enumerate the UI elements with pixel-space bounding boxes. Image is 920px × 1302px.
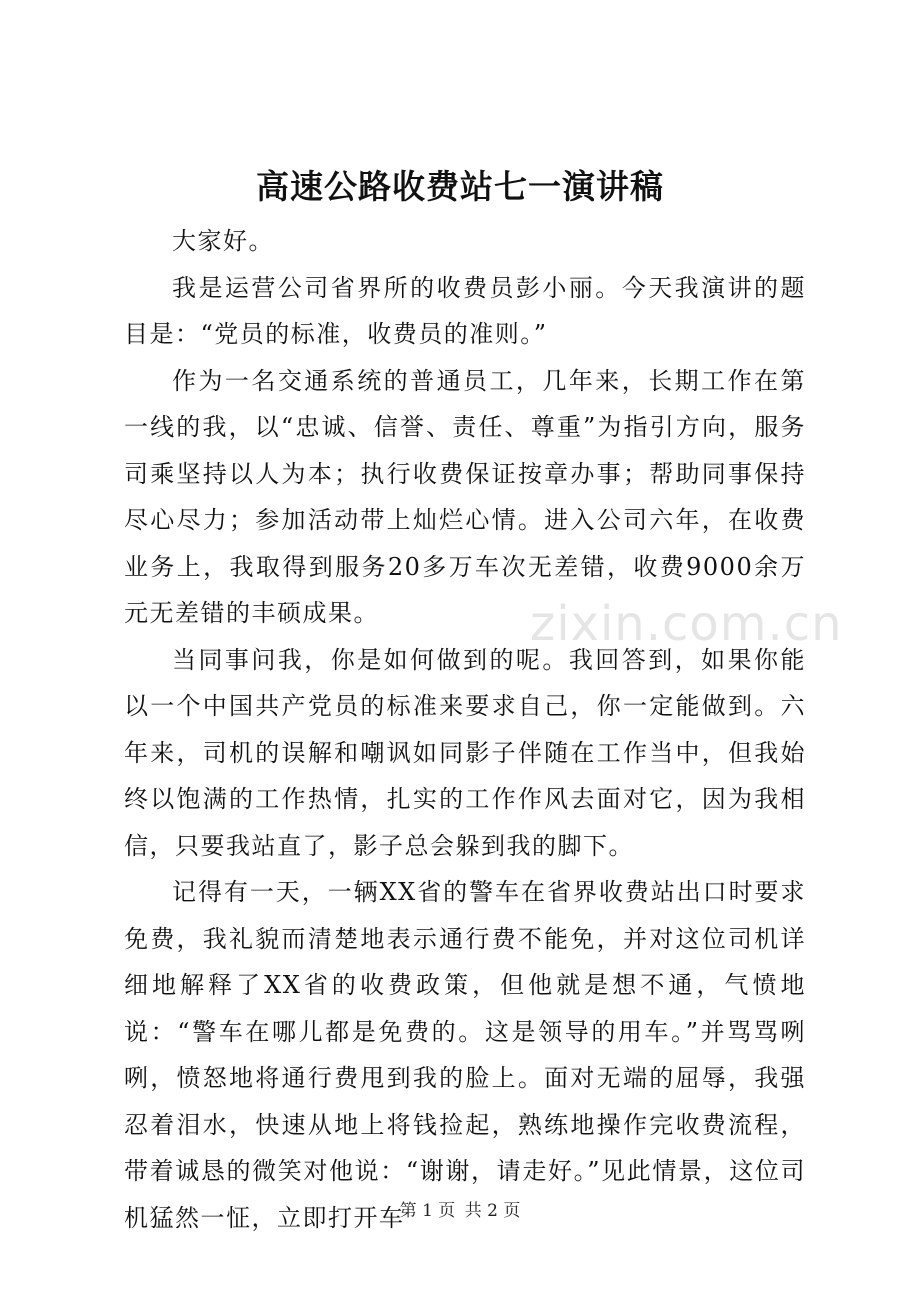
paragraph-work-summary: 作为一名交通系统的普通员工，几年来，长期工作在第一线的我，以“忠诚、信誉、责任、尊重”为指引方向，服务司乘坚持以人为本；执行收费保证按章办事；帮助同事保持尽心尽力；参加活动带上灿烂心情。进入公司六年，在收费业务上，我取得到服务20多万车次无差错，收费9000余万元无差错的丰硕成果。 (124, 366, 806, 627)
document-body (124, 218, 806, 1241)
document-title: 高速公路收费站七一演讲稿 (256, 167, 664, 206)
page-number: 第 1 页 (399, 1201, 456, 1221)
paragraph-greeting: 大家好。 (172, 227, 274, 255)
paragraph-introduction: 我是运营公司省界所的收费员彭小丽。今天我演讲的题目是：“党员的标准，收费员的准则。” (124, 273, 806, 348)
page-total: 共 2 页 (464, 1201, 521, 1221)
paragraph-police-car-story: 记得有一天，一辆XX省的警车在省界收费站出口时要求免费，我礼貌而清楚地表示通行费不能免，并对这位司机详细地解释了XX省的收费政策，但他就是想不通，气愤地说：“警车在哪儿都是免费的。这是领导的用车。”并骂骂咧咧，愤怒地将通行费甩到我的脸上。面对无端的屈辱，我强忍着泪水，快速从地上将钱捡起，熟练地操作完收费流程，带着诚恳的微笑对他说：“谢谢，请走好。”见此情景，这位司机猛然一怔，立即打开车 (124, 878, 806, 1232)
watermark-text: zixin.com.cn (530, 596, 843, 652)
paragraph-colleague-question: 当同事问我，你是如何做到的呢。我回答到，如果你能以一个中国共产党员的标准来要求自己，你一定能做到。六年来，司机的误解和嘲讽如同影子伴随在工作当中，但我始终以饱满的工作热情，扎实的工作作风去面对它，因为我相信，只要我站直了，影子总会躲到我的脚下。 (124, 645, 806, 860)
page-footer (0, 1199, 920, 1223)
